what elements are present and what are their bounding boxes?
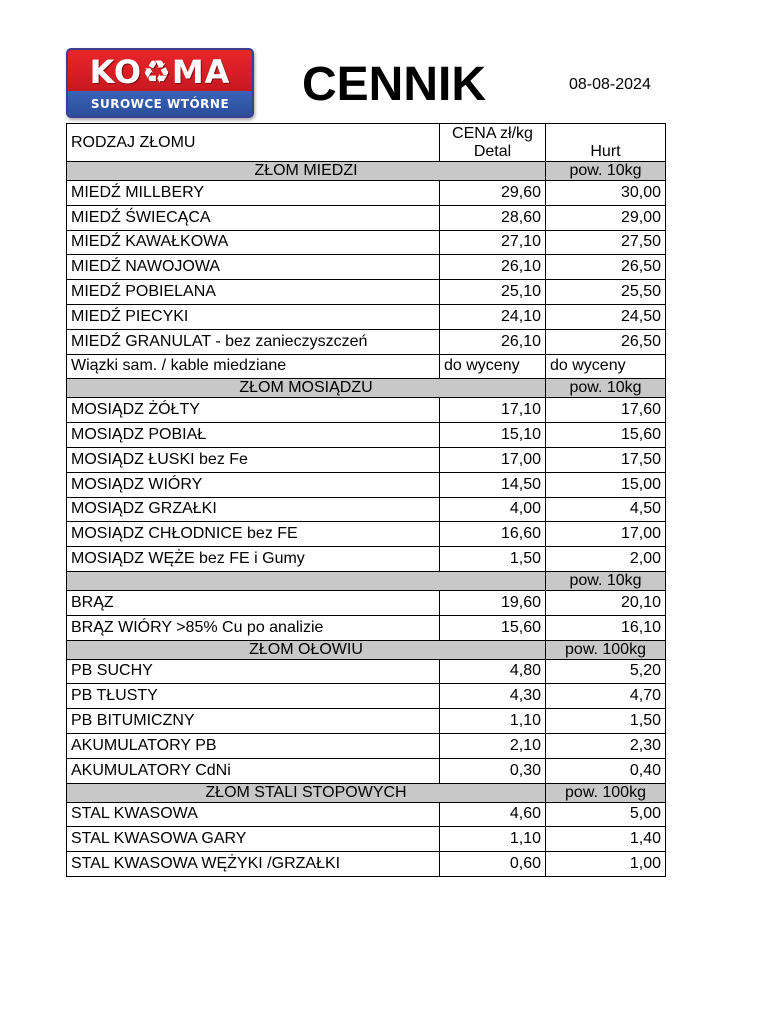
table-row — [67, 255, 666, 280]
item-price-hurt: do wyceny — [546, 354, 666, 379]
item-name: MOSIĄDZ CHŁODNICE bez FE — [67, 522, 440, 547]
item-price-hurt: 17,50 — [546, 447, 666, 472]
item-price-detal: 1,10 — [440, 827, 546, 852]
item-price-hurt: 27,50 — [546, 230, 666, 255]
section-title: ZŁOM MIEDZI — [67, 162, 546, 181]
table-row — [67, 205, 666, 230]
table-row — [67, 590, 666, 615]
price-table — [66, 123, 666, 877]
item-price-detal: 27,10 — [440, 230, 546, 255]
header-detal: Detal — [473, 143, 512, 160]
table-row — [67, 827, 666, 852]
table-row — [67, 733, 666, 758]
item-name: BRĄZ WIÓRY >85% Cu po analizie — [67, 615, 440, 640]
item-name: MOSIĄDZ POBIAŁ — [67, 423, 440, 448]
item-price-hurt: 2,00 — [546, 547, 666, 572]
table-row — [67, 522, 666, 547]
item-name: MIEDŹ NAWOJOWA — [67, 255, 440, 280]
item-price-hurt: 16,10 — [546, 615, 666, 640]
item-price-hurt: 1,50 — [546, 709, 666, 734]
section-unit: pow. 100kg — [546, 640, 666, 659]
item-price-hurt: 15,60 — [546, 423, 666, 448]
item-price-detal: 29,60 — [440, 181, 546, 206]
item-price-detal: 25,10 — [440, 280, 546, 305]
item-price-detal: 2,10 — [440, 733, 546, 758]
item-price-detal: 4,80 — [440, 659, 546, 684]
item-price-detal: 4,00 — [440, 497, 546, 522]
table-row — [67, 280, 666, 305]
item-price-hurt: 26,50 — [546, 255, 666, 280]
item-name: MOSIĄDZ GRZAŁKI — [67, 497, 440, 522]
item-price-hurt: 20,10 — [546, 590, 666, 615]
item-price-hurt: 15,00 — [546, 472, 666, 497]
item-price-detal: 0,60 — [440, 852, 546, 877]
item-price-detal: 4,30 — [440, 684, 546, 709]
item-price-hurt: 2,30 — [546, 733, 666, 758]
section-title: ZŁOM OŁOWIU — [67, 640, 546, 659]
table-row — [67, 852, 666, 877]
item-price-detal: 16,60 — [440, 522, 546, 547]
item-name: PB SUCHY — [67, 659, 440, 684]
item-name: PB TŁUSTY — [67, 684, 440, 709]
price-table-body — [67, 124, 666, 877]
item-name: Wiązki sam. / kable miedziane — [67, 354, 440, 379]
table-row — [67, 547, 666, 572]
item-price-detal: 19,60 — [440, 590, 546, 615]
table-row — [67, 472, 666, 497]
item-name: MIEDŹ ŚWIECĄCA — [67, 205, 440, 230]
item-name: PB BITUMICZNY — [67, 709, 440, 734]
item-price-detal: 26,10 — [440, 329, 546, 354]
item-name: AKUMULATORY CdNi — [67, 758, 440, 783]
table-row — [67, 354, 666, 379]
item-price-hurt: 4,50 — [546, 497, 666, 522]
item-price-detal: 0,30 — [440, 758, 546, 783]
table-row — [67, 802, 666, 827]
item-price-hurt: 5,00 — [546, 802, 666, 827]
item-name: MIEDŹ GRANULAT - bez zanieczyszczeń — [67, 329, 440, 354]
table-row — [67, 329, 666, 354]
table-row — [67, 304, 666, 329]
item-price-detal: 1,10 — [440, 709, 546, 734]
table-row — [67, 615, 666, 640]
item-price-hurt: 30,00 — [546, 181, 666, 206]
section-unit: pow. 10kg — [546, 379, 666, 398]
item-price-hurt: 0,40 — [546, 758, 666, 783]
item-name: MIEDŹ MILLBERY — [67, 181, 440, 206]
table-row — [67, 230, 666, 255]
section-unit: pow. 10kg — [546, 162, 666, 181]
item-name: MIEDŹ POBIELANA — [67, 280, 440, 305]
item-price-detal: 26,10 — [440, 255, 546, 280]
table-row — [67, 497, 666, 522]
table-row — [67, 709, 666, 734]
company-logo — [66, 48, 254, 118]
item-name: MOSIĄDZ ŁUSKI bez Fe — [67, 447, 440, 472]
item-price-detal: 28,60 — [440, 205, 546, 230]
table-header-row — [67, 124, 666, 162]
page-title: CENNIK — [302, 58, 487, 111]
table-row — [67, 398, 666, 423]
item-name: MOSIĄDZ WĘŻE bez FE i Gumy — [67, 547, 440, 572]
table-row — [67, 181, 666, 206]
section-header-row — [67, 571, 666, 590]
section-unit: pow. 10kg — [546, 571, 666, 590]
item-price-hurt: 17,60 — [546, 398, 666, 423]
item-price-hurt: 24,50 — [546, 304, 666, 329]
item-price-hurt: 1,00 — [546, 852, 666, 877]
header-hurt: Hurt — [546, 124, 666, 162]
item-price-detal: 24,10 — [440, 304, 546, 329]
item-price-hurt: 25,50 — [546, 280, 666, 305]
section-header-row — [67, 783, 666, 802]
item-name: MIEDŹ KAWAŁKOWA — [67, 230, 440, 255]
table-row — [67, 423, 666, 448]
item-price-detal: 15,60 — [440, 615, 546, 640]
item-name: MIEDŹ PIECYKI — [67, 304, 440, 329]
section-header-row — [67, 162, 666, 181]
section-title: ZŁOM STALI STOPOWYCH — [67, 783, 546, 802]
header-price-detal — [440, 124, 546, 162]
item-price-detal: do wyceny — [440, 354, 546, 379]
header-price: CENA zł/kg — [452, 125, 533, 142]
price-date: 08-08-2024 — [569, 76, 651, 93]
item-name: STAL KWASOWA GARY — [67, 827, 440, 852]
logo-wordmark: KO♻MA — [89, 53, 231, 91]
item-name: BRĄZ — [67, 590, 440, 615]
table-row — [67, 447, 666, 472]
item-price-hurt: 4,70 — [546, 684, 666, 709]
item-price-hurt: 26,50 — [546, 329, 666, 354]
item-price-detal: 17,00 — [440, 447, 546, 472]
item-name: AKUMULATORY PB — [67, 733, 440, 758]
section-header-row — [67, 640, 666, 659]
header-name: RODZAJ ZŁOMU — [67, 124, 440, 162]
item-price-hurt: 29,00 — [546, 205, 666, 230]
section-unit: pow. 100kg — [546, 783, 666, 802]
item-price-hurt: 5,20 — [546, 659, 666, 684]
table-row — [67, 684, 666, 709]
item-price-detal: 1,50 — [440, 547, 546, 572]
item-name: MOSIĄDZ WIÓRY — [67, 472, 440, 497]
item-name: MOSIĄDZ ŻÓŁTY — [67, 398, 440, 423]
item-name: STAL KWASOWA WĘŻYKI /GRZAŁKI — [67, 852, 440, 877]
item-price-detal: 14,50 — [440, 472, 546, 497]
section-title — [67, 571, 546, 590]
table-row — [67, 659, 666, 684]
item-name: STAL KWASOWA — [67, 802, 440, 827]
section-title: ZŁOM MOSIĄDZU — [67, 379, 546, 398]
item-price-hurt: 1,40 — [546, 827, 666, 852]
table-row — [67, 758, 666, 783]
item-price-detal: 15,10 — [440, 423, 546, 448]
section-header-row — [67, 379, 666, 398]
item-price-detal: 17,10 — [440, 398, 546, 423]
item-price-detal: 4,60 — [440, 802, 546, 827]
logo-subtitle: SUROWCE WTÓRNE — [90, 97, 230, 111]
item-price-hurt: 17,00 — [546, 522, 666, 547]
